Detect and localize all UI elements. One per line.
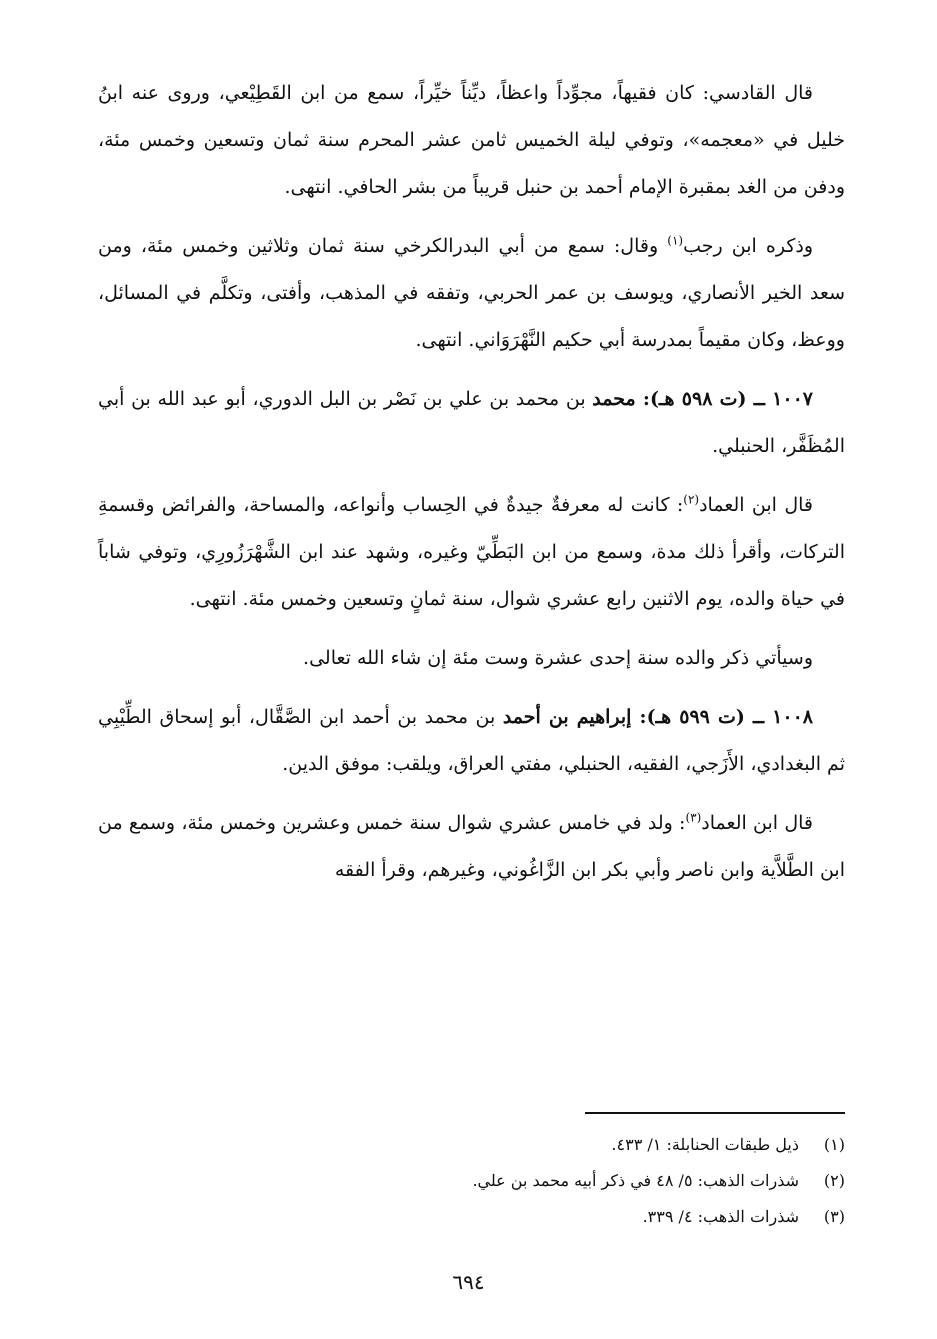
page-number: ٦٩٤ — [452, 1270, 485, 1294]
paragraph-2-text-end: وقال: سمع من أبي البدرالكرخي سنة ثمان وثلاثين وخمس مئة، ومن سعد الخير الأنصاري، ويوسف بن عمر الحربي، وتفقه في المذهب، وأفتى، وتكلَّم في المسائل، ووعظ، وكان مقيماً بمدرسة أبي حكيم النَّهْرَوَاني. انتهى. — [98, 235, 845, 351]
footnote-ref-2[interactable]: (٢) — [683, 492, 700, 507]
footnotes — [98, 1127, 845, 1235]
footnote-3 — [98, 1199, 845, 1235]
paragraph-5-text: وسيأتي ذكر والده سنة إحدى عشرة وست مئة إن شاء الله تعالى. — [303, 647, 813, 669]
paragraph-7 — [98, 800, 845, 894]
paragraph-2-text-start: وذكره ابن رجب — [683, 235, 813, 257]
footnote-2-number: (٢) — [823, 1171, 845, 1190]
entry-1007-heading: ١٠٠٧ ــ (ت ٥٩٨ هـ): محمد — [592, 388, 813, 410]
paragraph-7-text-start: قال ابن العماد — [701, 812, 813, 834]
footnote-1-number: (١) — [823, 1135, 845, 1154]
entry-1008-text: بن محمد بن أحمد ابن الصَّقَّال، أبو إسحاق الطِّيْبِي ثم البغدادي، الأَزَجي، الفقيه، الحنبلي، مفتي العراق، ويلقب: موفق الدين. — [98, 706, 845, 775]
footnote-1 — [98, 1127, 845, 1163]
paragraph-4-text-start: قال ابن العماد — [699, 494, 813, 516]
footnote-3-number: (٣) — [823, 1207, 845, 1226]
footnote-2 — [98, 1163, 845, 1199]
footnote-1-text: ذيل طبقات الحنابلة: ١/ ٤٣٣. — [611, 1135, 799, 1154]
paragraph-4 — [98, 482, 845, 623]
footnote-divider — [585, 1112, 845, 1114]
paragraph-7-text-end: : ولد في خامس عشري شوال سنة خمس وعشرين وخمس مئة، وسمع من ابن الطَّلاَّية وابن ناصر وأبي بكر ابن الزَّاغُوني، وغيرهم، وقرأ الفقه — [98, 812, 845, 881]
entry-1007-text: بن محمد بن علي بن نَصْر بن البل الدوري، أبو عبد الله بن أبي المُظَفَّر، الحنبلي. — [98, 388, 845, 457]
entry-1008-heading: ١٠٠٨ ــ (ت ٥٩٩ هـ): إبراهيم بن أحمد — [502, 706, 813, 728]
footnote-ref-3[interactable]: (٣) — [685, 810, 702, 825]
paragraph-4-text-end: : كانت له معرفةٌ جيدةٌ في الحِساب وأنواعه، والمساحة، والفرائض وقسمةِ التركات، وأقرأ ذلك مدة، وسمع من ابن البَطِّيّ وغيره، وشهد عند ابن الشَّهْرَزُورِي، وتوفي شاباً في حياة والده، يوم الاثنين رابع عشري شوال، سنة ثمانٍ وتسعين وخمس مئة. انتهى. — [98, 494, 845, 610]
paragraph-2 — [98, 223, 845, 364]
entry-1007 — [98, 376, 845, 470]
footnote-ref-1[interactable]: (١) — [667, 233, 684, 248]
paragraph-5 — [98, 635, 845, 682]
footnote-2-text: شذرات الذهب: ٥/ ٤٨ في ذكر أبيه محمد بن علي. — [472, 1171, 799, 1190]
footnote-3-text: شذرات الذهب: ٤/ ٣٣٩. — [642, 1207, 799, 1226]
entry-1008 — [98, 694, 845, 788]
paragraph-1-text: قال القادسي: كان فقيهاً، مجوِّداً واعظاً، ديِّناً خيِّراً، سمع من ابن القَطِيْعي، وروى عنه ابنُ خليل في «معجمه»، وتوفي ليلة الخميس ثامن عشر المحرم سنة ثمان وتسعين وخمس مئة، ودفن من الغد بمقبرة الإمام أحمد بن حنبل قريباً من بشر الحافي. انتهى. — [98, 82, 845, 198]
paragraph-1 — [98, 70, 845, 211]
